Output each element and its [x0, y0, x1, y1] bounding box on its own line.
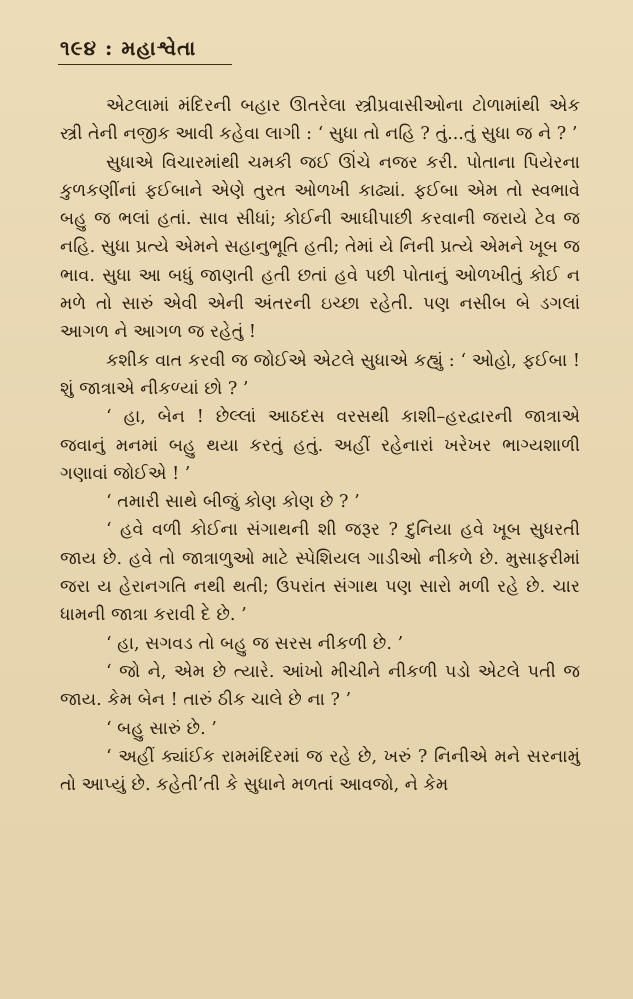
paragraph: સુધાએ વિચારમાંથી ચમકી જઈ ઊંચે નજર કરી. પોતાના પિયેરના કુળકણીંનાં ફઈબાને એણે તુરત ઓળખી કાઢ્યાં. ફઈબા એમ તો સ્વભાવે બહુ જ ભલાં હતાં. સાવ સીધાં; કોઈની આઘીપાછી કરવાની જરાયે ટેવ જ નહિ. સુધા પ્રત્યે એમને સહાનુભૂતિ હતી; તેમાં યે નિની પ્રત્યે એમને ખૂબ જ ભાવ. સુધા આ બધું જાણતી હતી છતાં હવે પછી પોતાનું ઓળખીતું કોઈ ન મળે તો સારું એવી એની અંતરની ઇચ્છા રહેતી. પણ નસીબ બે ડગલાં આગળ ને આગળ જ રહેતું ! — [60, 152, 580, 343]
paragraph: ‘ હા, બેન ! છેલ્લાં આઠદસ વરસથી કાશી–હરદ્વારની જાત્રાએ જવાનું મનમાં બહુ થયા કરતું હતું. અહીં રહેનારાં ખરેખર ભાગ્યશાળી ગણાવાં જોઈએ ! ’ — [60, 407, 580, 484]
paragraph: ‘ હવે વળી કોઈના સંગાથની શી જરૂર ? દુનિયા હવે ખૂબ સુધરતી જાય છે. હવે તો જાત્રાળુઓ માટે સ્પેશિયલ ગાડીઓ નીકળે છે. મુસાફરીમાં જરા ય હેરાનગતિ નથી થતી; ઉપરાંત સંગાથ પણ સારો મળી રહે છે. ચાર ધામની જાત્રા કરાવી દે છે. ’ — [60, 520, 580, 626]
header-underline — [58, 64, 232, 65]
paragraph: ‘ બહુ સારું છે. ’ — [106, 718, 217, 739]
paragraph: ‘ જો ને, એમ છે ત્યારે. આંખો મીચીને નીકળી પડો એટલે પતી જ જાય. કેમ બેન ! તારું ઠીક ચાલે છે ના ? ’ — [60, 661, 580, 711]
paragraph: ‘ હા, સગવડ તો બહુ જ સરસ નીકળી છે. ’ — [106, 633, 404, 654]
paragraph: ‘ અહીં ક્યાંઈક રામમંદિરમાં જ રહે છે, ખરું ? નિનીએ મને સરનામું તો આપ્યું છે. કહેતી’તી કે સુધાને મળતાં આવજો, ને કેમ — [60, 746, 580, 796]
page-body — [60, 92, 580, 799]
page-header: ૧૯૪ : મહાશ્વેતા — [60, 36, 197, 60]
paragraph: એટલામાં મંદિરની બહાર ઊતરેલા સ્ત્રીપ્રવાસીઓના ટોળામાંથી એક સ્ત્રી તેની નજીક આવી કહેવા લાગી : ‘ સુધા તો નહિ ? તું...તું સુધા જ ને ? ’ — [60, 96, 580, 145]
paragraph: ‘ તમારી સાથે બીજું કોણ કોણ છે ? ’ — [106, 492, 360, 513]
paragraph: કશીક વાત કરવી જ જોઈએ એટલે સુધાએ કહ્યું : ‘ ઓહો, ફઈબા ! શું જાત્રાએ નીકળ્યાં છો ? ’ — [60, 350, 580, 399]
